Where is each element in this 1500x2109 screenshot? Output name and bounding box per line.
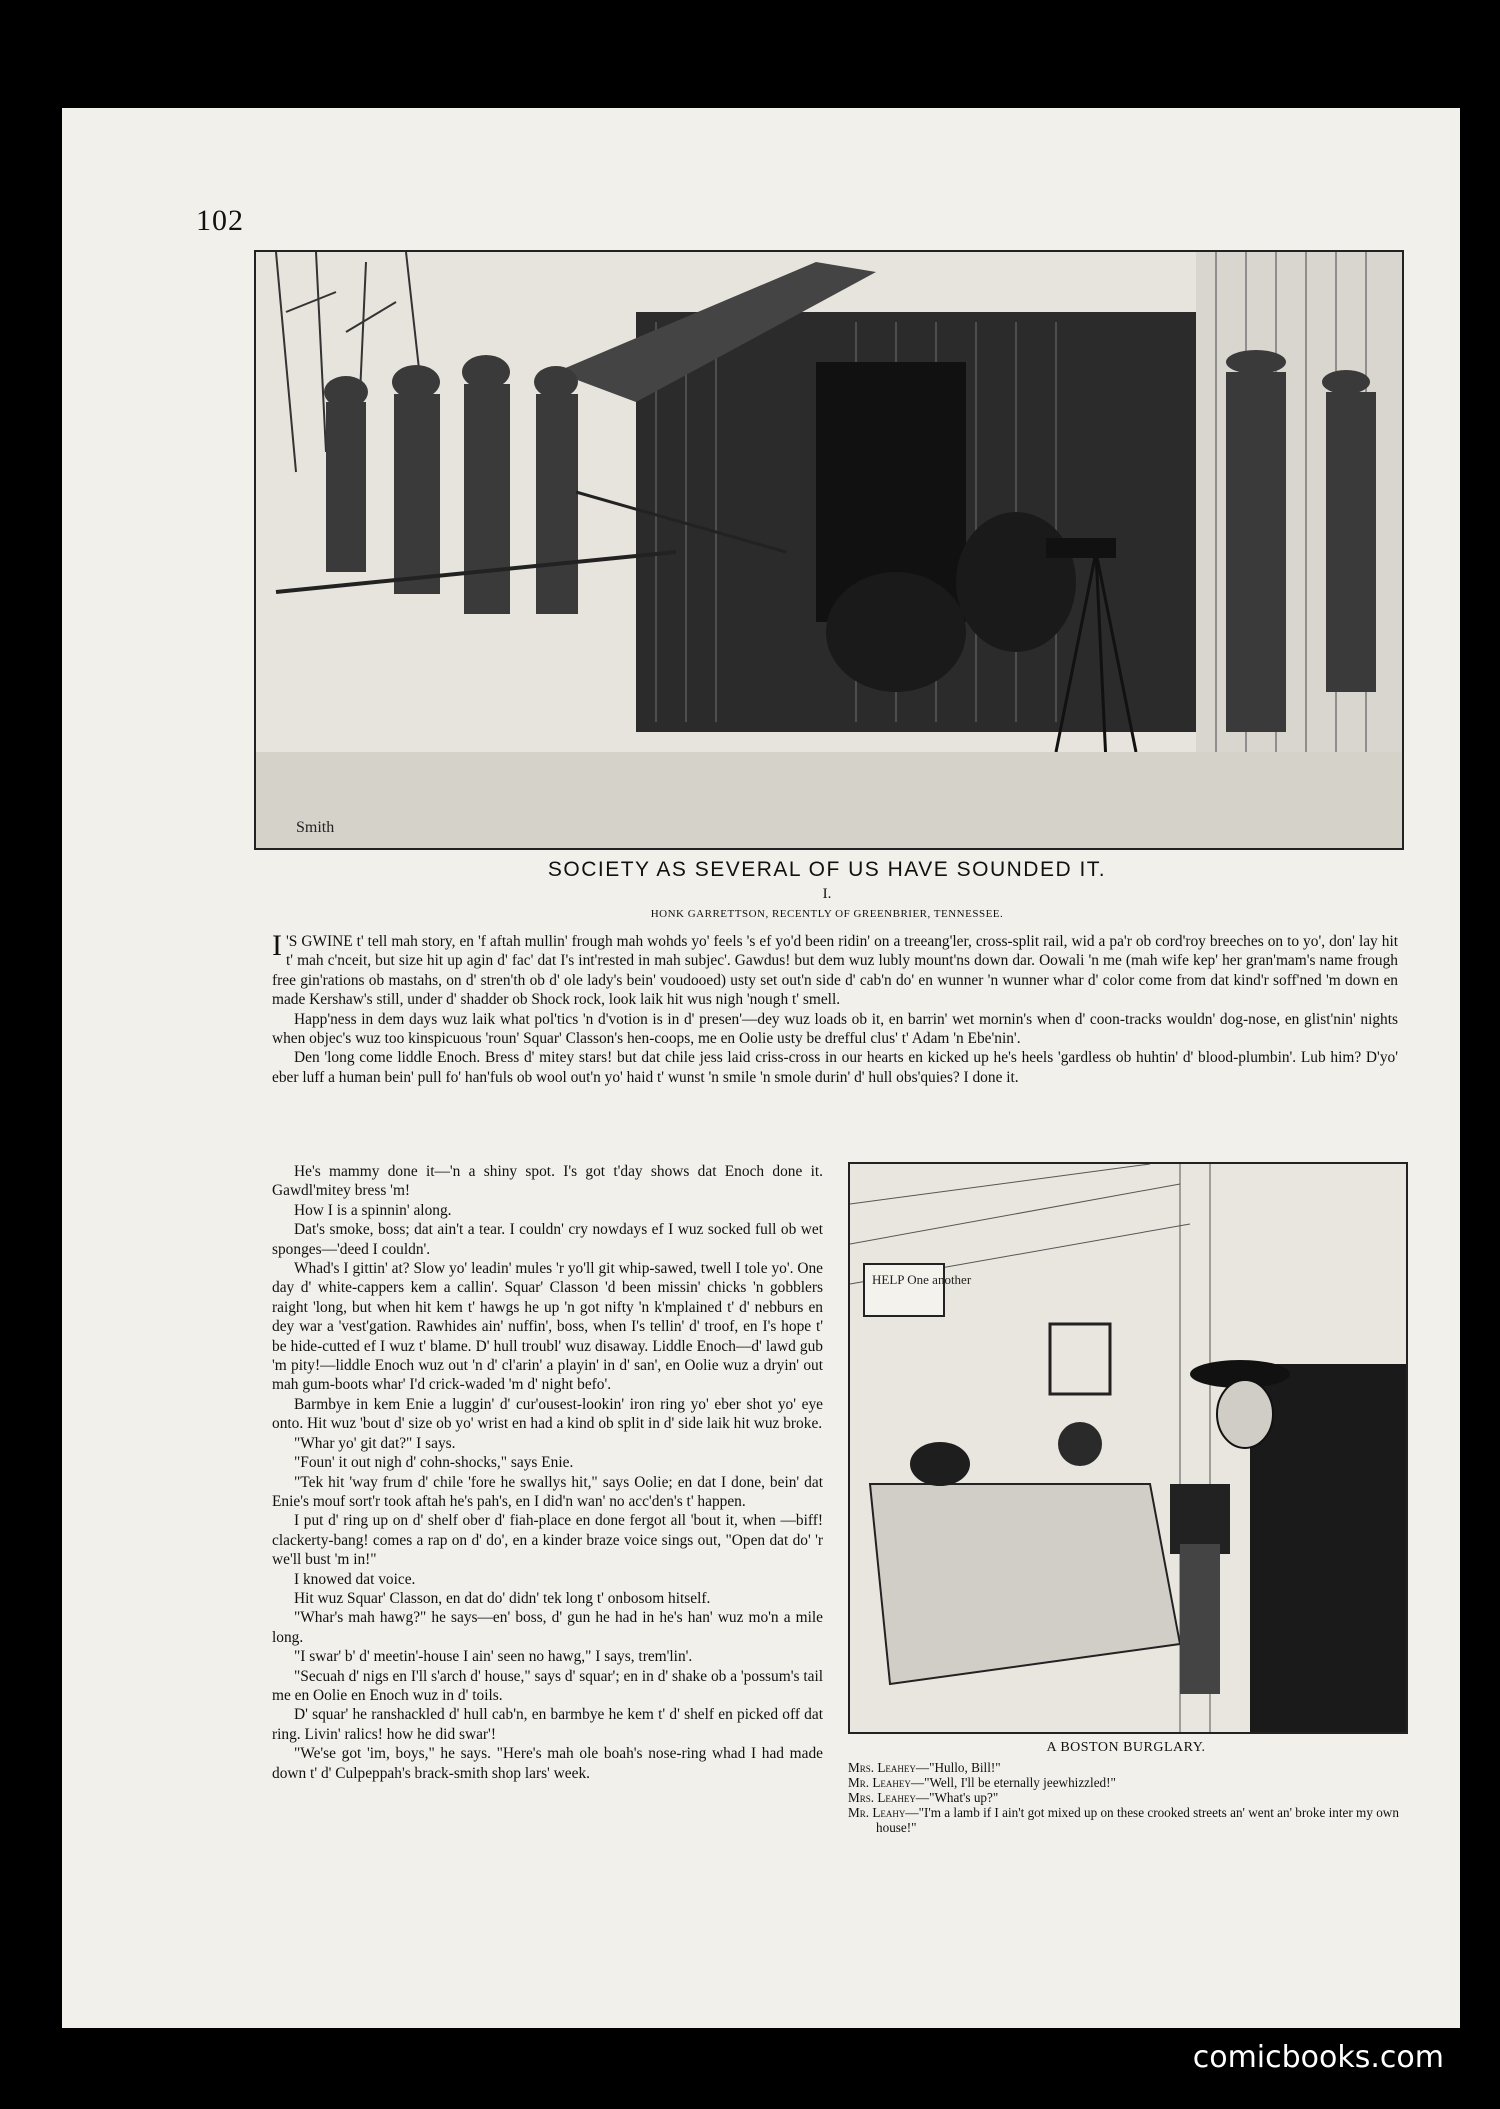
cabin-raid-illustration bbox=[254, 250, 1404, 850]
paragraph: How I is a spinnin' along. bbox=[294, 1201, 452, 1219]
paragraph: Barmbye in kem Enie a luggin' d' cur'ousest-lookin' iron ring yo' eber shot yo' eye onto. Hit wuz 'bout d' size ob yo' wrist en had a kind ob split in d' side laik hit wuz broke. bbox=[272, 1395, 823, 1433]
caption-dialogue bbox=[848, 1760, 1404, 1835]
paragraph: Dat's smoke, boss; dat ain't a tear. I couldn' cry nowdays ef I wuz socked full ob wet sponges—'deed I couldn'. bbox=[272, 1221, 823, 1258]
caption-title: A BOSTON BURGLARY. bbox=[1046, 1740, 1206, 1755]
paragraph: Den 'long come liddle Enoch. Bress d' mitey stars! but dat chile jess laid criss-cross in our hearts en kicked up he's heels 'gardless ob huhtin' d' blood-plumbin'. Lub him? D'yo' eber luff a human bein' pull fo' han'fuls ob wool out'n yo' haid t' wunst 'n smile 'n smole durin' d' hull obs'quies? I done it. bbox=[272, 1049, 1398, 1086]
article-body-column bbox=[272, 1162, 823, 1783]
page-number: 102 bbox=[196, 204, 244, 237]
article-title: SOCIETY AS SEVERAL OF US HAVE SOUNDED IT. bbox=[547, 858, 1107, 881]
paragraph: "I swar' b' d' meetin'-house I ain' seen no hawg," I says, trem'lin'. bbox=[294, 1648, 693, 1666]
paragraph: "Whar yo' git dat?" I says. bbox=[294, 1434, 456, 1452]
paragraph: "We'se got 'im, boys," he says. "Here's mah ole boah's nose-ring whad I had made down t' d' Culpeppah's brack-smith shop lars' week. bbox=[272, 1745, 823, 1782]
caption-line: Mr. Leahey—"Well, I'll be eternally jeewhizzled!" bbox=[848, 1775, 1116, 1790]
article-body-full-width bbox=[272, 929, 1398, 1087]
paragraph: Hit wuz Squar' Classon, en dat do' didn' tek long t' onbosom hitself. bbox=[294, 1589, 711, 1607]
wall-sign-text: HELP One another bbox=[872, 1272, 972, 1287]
caption-line: Mrs. Leahey—"Hullo, Bill!" bbox=[848, 1760, 1001, 1775]
illustration-signature: Smith bbox=[296, 819, 335, 836]
paragraph: "Secuah d' nigs en I'll s'arch d' house," says d' squar'; en in d' shake ob a 'possum's tail me en Oolie en Enoch wuz in d' toils. bbox=[272, 1667, 823, 1704]
caption-line: Mrs. Leahey—"What's up?" bbox=[848, 1790, 999, 1805]
paragraph: "Whar's mah hawg?" he says—en' boss, d' gun he had in he's han' wuz mo'n a mile long. bbox=[272, 1609, 823, 1646]
paragraph: "Foun' it out nigh d' cohn-shocks," says Enie. bbox=[294, 1454, 574, 1472]
paragraph: I 'S GWINE t' tell mah story, en 'f aftah mullin' frough mah wohds yo' feels 's ef yo'd been ridin' on a treeang'ler, cross-split rail, wid a pa'r ob cord'roy breeches on to yo', don' lay hit t' mah c'nceit, but size hit up agin d' fac' dat I's int'rested in mah subjec'. Gawdus! but dem wuz lubly mount'ns down dar. Oowali 'n me (mah wife kep' her gran'mam's name frough free gin'rations ob mastahs, on d' stren'th ob d' ole lady's bein' voudooed) usty set out'n side d' cab'n do' en wunner 'n wunner whar d' color come from dat kind'r soff'ned 'm down en made Kershaw's still, under d' shadder ob Shock rock, look laik hit wus nigh 'nough t' smell. bbox=[272, 929, 1398, 1009]
paragraph: I put d' ring up on d' shelf ober d' fiah-place en done fergot all 'bout it, when —biff! clackerty-bang! comes a rap on d' do', en a kinder braze voice sings out, "Open dat do' 'r we'll bust 'm in!" bbox=[272, 1512, 823, 1569]
part-number: I. bbox=[822, 886, 832, 902]
caption-line: Mr. Leahy—"I'm a lamb if I ain't got mixed up on these crooked streets an' went an' broke inter my own house!" bbox=[848, 1805, 1399, 1835]
paragraph: D' squar' he ranshackled d' hull cab'n, en barmbye he kem t' d' shelf en picked off dat ring. Livin' ralics! how he did swar'! bbox=[272, 1706, 823, 1743]
paragraph: Happ'ness in dem days wuz laik what pol'tics 'n d'votion is in d' presen'—dey wuz loads ob it, en barrin' wet mornin's when d' coon-tracks wouldn' dog-nose, en glist'nin' nights when objec's wuz too kinspicuous 'roun' Squar' Classon's hen-coops, me en Oolie usty be drefful clus' t' Adam 'n Ebe'nin'. bbox=[272, 1010, 1398, 1048]
drop-cap: I bbox=[272, 929, 282, 962]
byline: HONK GARRETTSON, RECENTLY OF GREENBRIER, TENNESSEE. bbox=[650, 908, 1004, 920]
paragraph: I knowed dat voice. bbox=[294, 1570, 416, 1588]
paragraph: Whad's I gittin' at? Slow yo' leadin' mules 'r yo'll git whip-sawed, twell I tole yo'. One day d' white-cappers kem a callin'. Squar' Classon 'd been missin' chicks 'n gobblers raight 'long, but when hit kem t' hawgs he up 'n got nifty 'n k'mplained t' d' nebburs en dey war a 'vest'gation. Rawhides ain' nuffin', boss, when I's tellin' d' troof, en I's hope t' be hide-cutted ef I wuz t' blame. D' hull troubl' wuz disaway. Liddle Enoch—d' lawd gub 'm pity!—liddle Enoch wuz out 'n d' cl'arin' a playin' in d' san', en Oolie wuz a dryin' out mah gum-boots whar' I'd crick-waded 'm d' night befo'. bbox=[272, 1260, 823, 1394]
boston-burglary-illustration bbox=[848, 1162, 1408, 1734]
site-watermark: comicbooks.com bbox=[1192, 2040, 1444, 2075]
paragraph: He's mammy done it—'n a shiny spot. I's got t'day shows dat Enoch done it. Gawdl'mitey bress 'm! bbox=[272, 1163, 823, 1200]
paragraph: "Tek hit 'way frum d' chile 'fore he swallys hit," says Oolie; en dat I done, bein' dat Enie's mouf sort'r took aftah he's pah's, en I did'n wan' no acc'den's t' happen. bbox=[272, 1473, 823, 1510]
